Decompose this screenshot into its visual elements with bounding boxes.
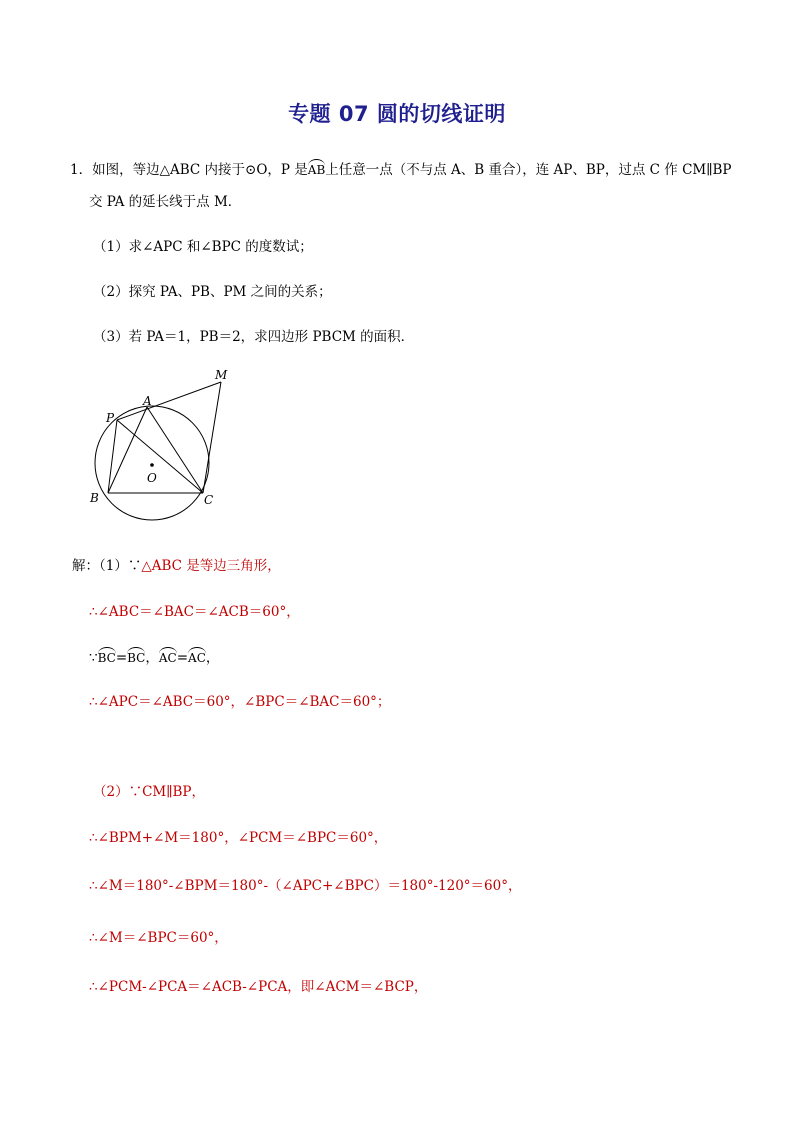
solution-line-3 (89, 646, 219, 666)
solution-label: 解：（1）∵ (72, 558, 142, 574)
label-o: O (147, 471, 157, 485)
problem-text-1b: 上任意一点（不与点 A、B 重合），连 AP、BP，过点 C 作 CM∥BP (325, 162, 732, 178)
solution-line-6: ∴∠BPM+∠M＝180°，∠PCM＝∠BPC＝60°， (89, 830, 388, 846)
separator: ， (145, 650, 159, 666)
solution-line-7: ∴∠M＝180°-∠BPM＝180°-（∠APC+∠BPC）＝180°-120°＝60°， (89, 878, 522, 894)
equals-2: = (176, 650, 189, 666)
solution-line-5: （2）∵CM∥BP， (93, 784, 205, 800)
arc-ac-2: AC (188, 648, 206, 665)
question-3: （3）若 PA＝1，PB＝2，求四边形 PBCM 的面积． (93, 329, 415, 345)
label-b: B (90, 491, 99, 505)
comma: ， (205, 650, 220, 666)
segment-cm (203, 382, 221, 493)
page-title: 专题 07 圆的切线证明 (288, 102, 506, 126)
center-dot (150, 463, 154, 467)
label-a: A (143, 394, 152, 408)
problem-text-1a: 1．如图，等边△ABC 内接于⊙O，P 是 (70, 162, 308, 178)
problem-line-1 (70, 158, 732, 178)
arc-ab: AB (308, 160, 325, 177)
segment-pc (117, 420, 203, 493)
solution-line-2: ∴∠ABC＝∠BAC＝∠ACB＝60°， (89, 604, 300, 620)
because-symbol: ∵ (89, 650, 98, 666)
equals-1: = (115, 650, 128, 666)
arc-bc-2: BC (127, 648, 145, 665)
geometry-figure (84, 364, 244, 524)
label-p: P (106, 411, 115, 425)
label-c: C (204, 493, 214, 507)
solution-line-8: ∴∠M＝∠BPC＝60°， (89, 930, 228, 946)
solution-line-4: ∴∠APC＝∠ABC＝60°，∠BPC＝∠BAC＝60°； (89, 694, 391, 710)
segment-pm (117, 382, 221, 420)
solution-line-1 (72, 554, 281, 574)
problem-line-2: 交 PA 的延长线于点 M． (89, 194, 242, 210)
solution-text-1: △ABC 是等边三角形， (141, 558, 281, 574)
solution-line-9: ∴∠PCM-∠PCA＝∠ACB-∠PCA，即∠ACM＝∠BCP， (89, 979, 428, 995)
label-m: M (215, 368, 228, 382)
arc-bc-1: BC (98, 648, 116, 665)
question-2: （2）探究 PA、PB、PM 之间的关系； (93, 284, 332, 300)
question-1: （1）求∠APC 和∠BPC 的度数试； (93, 239, 313, 255)
arc-ac-1: AC (159, 648, 177, 665)
